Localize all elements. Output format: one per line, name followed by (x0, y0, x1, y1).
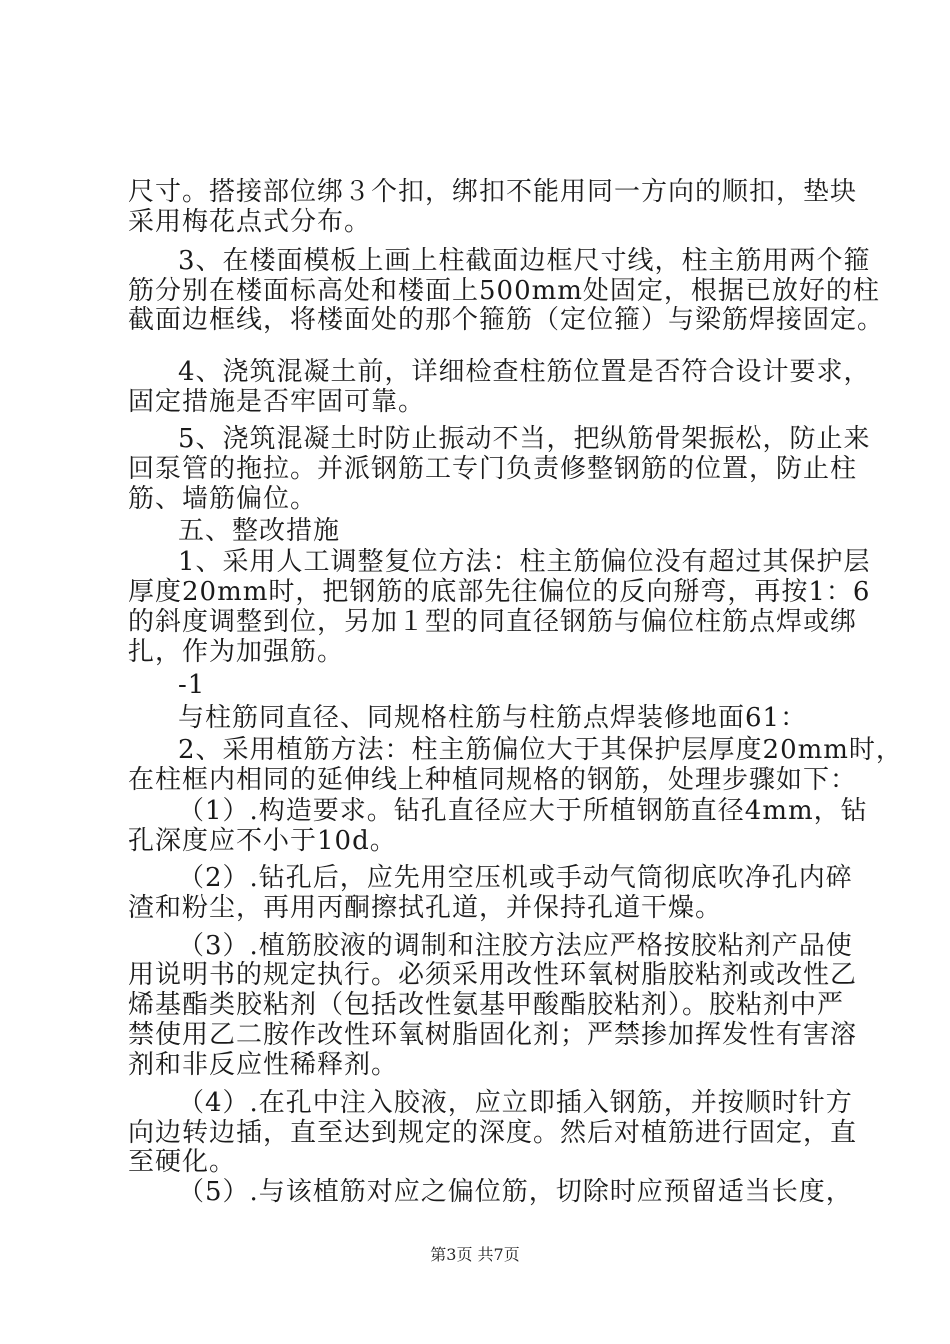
text-line-24: （3）.植筋胶液的调制和注胶方法应严格按胶粘剂产品使 (178, 931, 853, 961)
section-heading: 五、整改措施 (178, 516, 341, 546)
text-line-21: 孔深度应不小于10d。 (128, 826, 397, 856)
text-line-28: 剂和非反应性稀释剂。 (128, 1050, 399, 1080)
text-line-25: 用说明书的规定执行。必须采用改性环氧树脂胶粘剂或改性乙 (128, 960, 858, 990)
page-footer: 第3页 共7页 (430, 1245, 520, 1264)
text-line-17: 与柱筋同直径、同规格柱筋与柱筋点焊装修地面61： (178, 703, 808, 733)
text-line-30: 向边转边插，直至达到规定的深度。然后对植筋进行固定，直 (128, 1118, 858, 1148)
text-line-6: 4、浇筑混凝土前，详细检查柱筋位置是否符合设计要求， (178, 357, 871, 387)
text-line-2: 采用梅花点式分布。 (128, 207, 372, 237)
text-line-18: 2、采用植筋方法：柱主筋偏位大于其保护层厚度20mm时， (178, 735, 903, 765)
text-line-26: 烯基酯类胶粘剂（包括改性氨基甲酸酯胶粘剂）。胶粘剂中严 (128, 990, 845, 1020)
text-line-29: （4）.在孔中注入胶液，应立即插入钢筋，并按顺时针方 (178, 1088, 853, 1118)
text-line-20: （1）.构造要求。钻孔直径应大于所植钢筋直径4mm，钻 (178, 796, 868, 826)
text-line-15: 扎，作为加强筋。 (128, 637, 345, 667)
text-line-16: -1 (178, 670, 206, 700)
text-line-12: 1、采用人工调整复位方法：柱主筋偏位没有超过其保护层 (178, 547, 871, 577)
text-line-27: 禁使用乙二胺作改性环氧树脂固化剂；严禁掺加挥发性有害溶 (128, 1020, 858, 1050)
text-line-10: 筋、墙筋偏位。 (128, 484, 318, 514)
text-line-3: 3、在楼面模板上画上柱截面边框尺寸线，柱主筋用两个箍 (178, 246, 871, 276)
text-line-32: （5）.与该植筋对应之偏位筋，切除时应预留适当长度， (178, 1177, 853, 1207)
text-line-8: 5、浇筑混凝土时防止振动不当，把纵筋骨架振松，防止来 (178, 424, 871, 454)
text-line-19: 在柱框内相同的延伸线上种植同规格的钢筋，处理步骤如下： (128, 765, 858, 795)
text-line-13: 厚度20mm时，把钢筋的底部先往偏位的反向掰弯，再按1：6 (128, 577, 871, 607)
text-line-22: （2）.钻孔后，应先用空压机或手动气筒彻底吹净孔内碎 (178, 863, 853, 893)
text-line-5: 截面边框线，将楼面处的那个箍筋（定位箍）与梁筋焊接固定。 (128, 305, 885, 335)
text-line-9: 回泵管的拖拉。并派钢筋工专门负责修整钢筋的位置，防止柱 (128, 454, 858, 484)
text-line-31: 至硬化。 (128, 1147, 237, 1177)
text-line-7: 固定措施是否牢固可靠。 (128, 387, 426, 417)
text-line-14: 的斜度调整到位，另加１型的同直径钢筋与偏位柱筋点焊或绑 (128, 607, 858, 637)
text-line-1: 尺寸。搭接部位绑３个扣，绑扣不能用同一方向的顺扣，垫块 (128, 177, 858, 207)
text-line-4: 筋分别在楼面标高处和楼面上500mm处固定，根据已放好的柱 (128, 276, 880, 306)
text-line-23: 渣和粉尘，再用丙酮擦拭孔道，并保持孔道干燥。 (128, 893, 723, 923)
